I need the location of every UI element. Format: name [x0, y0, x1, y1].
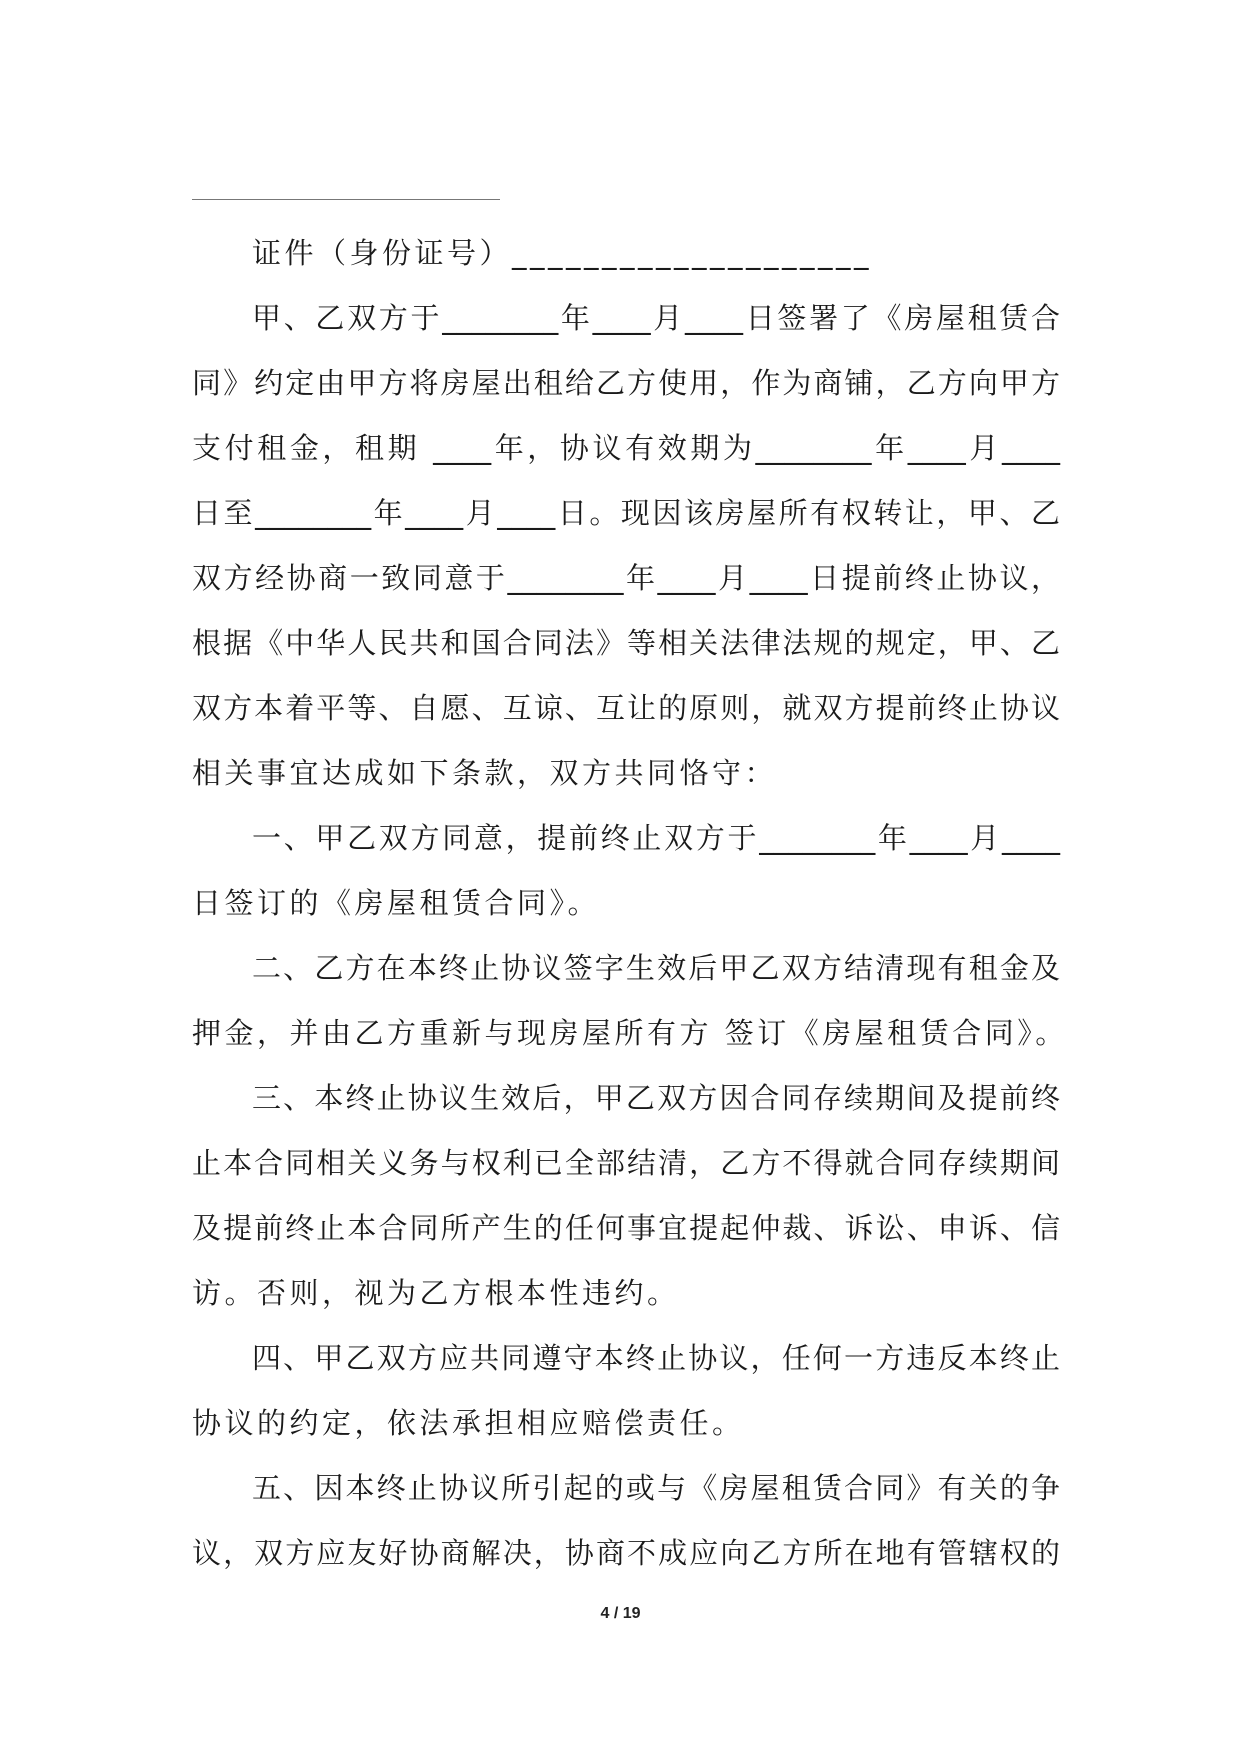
- text-line: 访。否则，视为乙方根本性违约。: [192, 1276, 680, 1310]
- text-line: 支付租金，租期 ____年，协议有效期为________年____月____: [192, 431, 1060, 465]
- text-line: 及提前终止本合同所产生的任何事宜提起仲裁、诉讼、申诉、信: [192, 1211, 1060, 1245]
- text-line: 五、因本终止协议所引起的或与《房屋租赁合同》有关的争: [252, 1471, 1060, 1505]
- text-line: 日签订的《房屋租赁合同》。: [192, 886, 601, 920]
- text-line: 日至________年____月____日。现因该房屋所有权转让，甲、乙: [192, 496, 1060, 530]
- text-line: 相关事宜达成如下条款，双方共同恪守：: [192, 756, 778, 790]
- text-line: 协议的约定，依法承担相应赔偿责任。: [192, 1406, 745, 1440]
- text-line: 同》约定由甲方将房屋出租给乙方使用，作为商铺，乙方向甲方: [192, 366, 1060, 400]
- page-number: 4 / 19: [600, 1605, 641, 1622]
- text-line: 根据《中华人民共和国合同法》等相关法律法规的规定，甲、乙: [192, 626, 1060, 660]
- text-line: 双方本着平等、自愿、互谅、互让的原则，就双方提前终止协议: [192, 691, 1060, 725]
- text-line: 二、乙方在本终止协议签字生效后甲乙双方结清现有租金及: [252, 951, 1060, 985]
- document-body: [192, 221, 1068, 1586]
- text-line: 止本合同相关义务与权利已全部结清，乙方不得就合同存续期间: [192, 1146, 1060, 1180]
- text-line: 三、本终止协议生效后，甲乙双方因合同存续期间及提前终: [252, 1081, 1060, 1115]
- text-line: 证件（身份证号）____________________: [252, 236, 873, 270]
- text-line: 甲、乙双方于________年____月____日签署了《房屋租赁合: [252, 301, 1060, 335]
- text-line: 一、甲乙双方同意，提前终止双方于________年____月____: [252, 821, 1060, 855]
- text-line: 押金，并由乙方重新与现房屋所有方 签订《房屋租赁合同》。: [192, 1016, 1068, 1050]
- top-signature-line: [192, 199, 500, 200]
- text-line: 双方经协商一致同意于________年____月____日提前终止协议，: [192, 561, 1060, 595]
- text-line: 议，双方应友好协商解决，协商不成应向乙方所在地有管辖权的: [192, 1536, 1060, 1570]
- text-line: 四、甲乙双方应共同遵守本终止协议，任何一方违反本终止: [252, 1341, 1060, 1375]
